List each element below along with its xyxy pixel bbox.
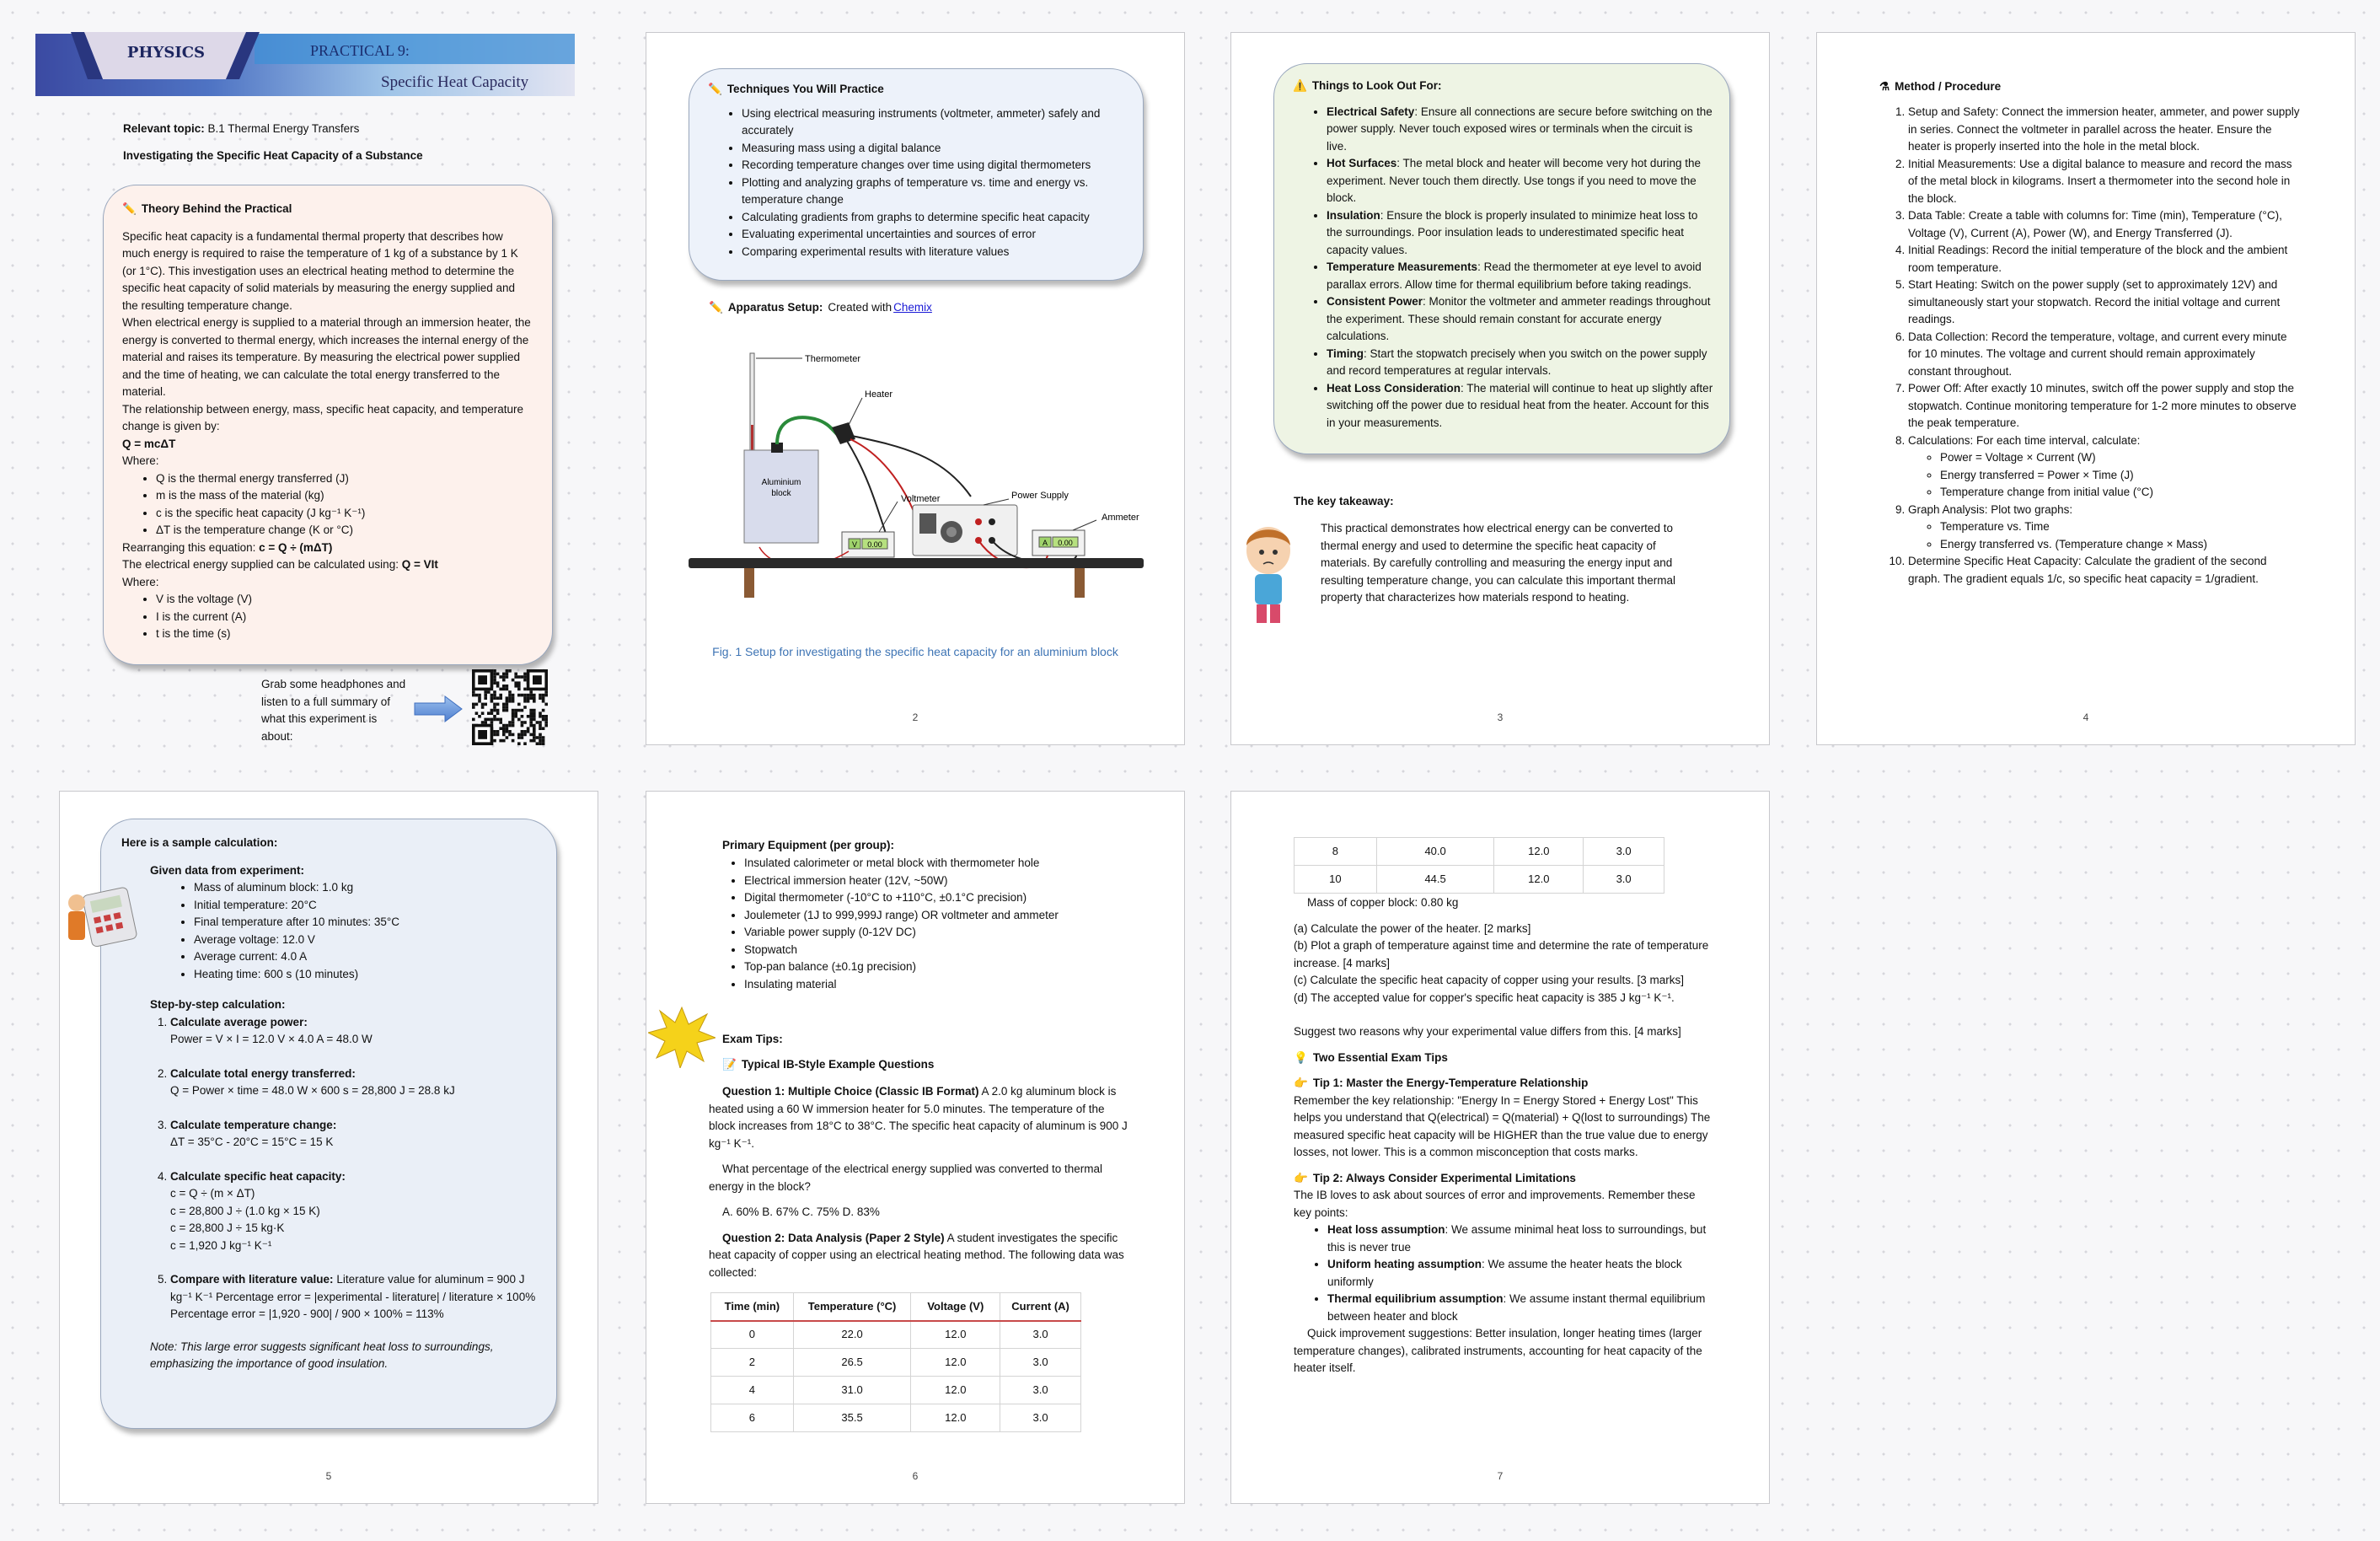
ammeter-label: Ammeter [1102,513,1139,523]
page-heading: Investigating the Specific Heat Capacity of a Substance [123,149,423,162]
tip-1-heading: 👉 Tip 1: Master the Energy-Temperature Relationship [1294,1075,1715,1093]
thermometer-label: Thermometer [805,354,861,364]
pencil-icon: ✏️ [122,202,137,215]
voltmeter-reading: 0.00 [867,540,882,549]
theory-paragraph-1: Specific heat capacity is a fundamental thermal property that describes how much energy is required to raise the temperature of 1 kg of a substance by 1 K (or 1°C). This investigation uses an electrical heating method to determine the specific heat capacity of solid materials by measuring the energy supplied and the resulting temperature change. [122,229,518,312]
method-step: 4. Initial Readings: Record the initial temperature of the block and the ambient room temperature. [1908,242,2301,277]
list-item: • Insulated calorimeter or metal block with thermometer hole [744,855,1144,873]
table-row: 4 31.0 12.0 3.0 [711,1377,1081,1404]
qr-code-icon[interactable] [472,669,556,745]
list-item: • I is the current (A) [156,609,533,626]
list-item: • Insulation: Ensure the block is properly insulated to minimize heat loss to the surroundings. Poor insulation leads to underestimated specific heat capacity values. [1327,207,1714,260]
block-label: Aluminium [761,478,801,487]
where-label: Where: [122,454,159,467]
step-title: Step-by-step calculation: [150,998,286,1011]
method-step: 1. Setup and Safety: Connect the immersion heater, ammeter, and power supply in series. Connect the voltmeter in parallel across the heater. Ensure the heater is properly inserted into the hole in the metal block. [1908,104,2301,156]
list-item: • Joulemeter (1J to 999,999J range) OR voltmeter and ammeter [744,907,1144,925]
limitations-list [1294,1222,1715,1325]
apparatus-heading: ✏️ Apparatus Setup: Created with Chemix [709,299,932,317]
method-step: 3. Data Table: Create a table with columns for: Time (min), Temperature (°C), Voltage (V), Current (A), Power (W), and Energy Transferred (J). [1908,207,2301,242]
thinking-boy-illustration [1238,520,1297,630]
pencil-icon: ✏️ [708,83,722,95]
list-item: • Digital thermometer (-10°C to +110°C, ±0.1°C precision) [744,889,1144,907]
voltmeter-label: Voltmeter [901,494,941,504]
memo-icon: 📝 [722,1058,737,1071]
svg-text:V: V [851,540,858,549]
table-row: 8 40.0 12.0 3.0 [1295,838,1664,866]
list-item: • Average voltage: 12.0 V [194,932,538,949]
techniques-card: ✏️ Techniques You Will Practice • Using electrical measuring instruments (voltmeter, ammeter) safely and accurately • Measuring mass using a digital balance • Recording temperature changes over time using digital thermometers • Plotting and analyzing graphs of temperature vs. time and energy vs. temperature change • Calculating gradients from graphs to determine specific heat capacity • Evaluating experimental uncertainties and sources of error • Comparing experimental results with literature values [689,68,1144,281]
table-row: 6 35.5 12.0 3.0 [711,1404,1081,1432]
list-item: • Uniform heating assumption: We assume the heater heats the block uniformly [1327,1256,1715,1291]
method-step: 7. Power Off: After exactly 10 minutes, switch off the power supply and stop the stopwatch. Continue monitoring temperature for 1-2 more minutes to observe the peak temperature. [1908,380,2301,432]
page-2 [646,32,1185,745]
sample-calc-card [100,819,557,1429]
svg-text:block: block [771,489,791,498]
starburst-icon [648,1006,716,1068]
method-substep: ◦ Temperature vs. Time [1940,518,2301,536]
list-item: • Measuring mass using a digital balance [742,140,1124,158]
list-item: • Average current: 4.0 A [194,948,538,966]
banner [35,32,575,99]
method-step: 10. Determine Specific Heat Capacity: Calculate the gradient of the second graph. The gradient equals 1/c, so specific heat capacity = 1/gradient. [1908,553,2301,588]
essential-tips-heading: 💡 Two Essential Exam Tips [1294,1050,1715,1067]
list-item: • c is the specific heat capacity (J kg⁻¹ K⁻¹) [156,505,533,523]
list-item: • Hot Surfaces: The metal block and heater will become very hot during the experiment. Never touch them directly. Use tongs if you need to move the block. [1327,155,1714,207]
svg-text:A: A [1042,539,1048,547]
list-item: • Heat Loss Consideration: The material will continue to heat up slightly after switching off the power due to residual heat from the heater. Account for this in your measurements. [1327,380,1714,432]
mass-line: Mass of copper block: 0.80 kg [1307,896,1459,909]
where-label: Where: [122,575,159,588]
page-number: 3 [1497,711,1504,723]
method-substep: ◦ Energy transferred vs. (Temperature change × Mass) [1940,536,2301,554]
pencil-icon: ✏️ [709,301,723,314]
page-1 [35,32,575,745]
list-item: • Evaluating experimental uncertainties and sources of error [742,226,1124,244]
subject-label: PHYSICS [126,44,206,62]
list-item: • Insulating material [744,976,1144,994]
exam-tips-title: Exam Tips: [722,1033,783,1045]
headphones-text: Grab some headphones and listen to a full summary of what this experiment is about: [261,678,406,743]
list-item: • Temperature Measurements: Read the thermometer at eye level to avoid parallax errors. Allow time for thermal equilibrium before taking readings. [1327,259,1714,293]
note-text: Note: This large error suggests significant heat loss to surroundings, emphasizing the importance of good insulation. [150,1340,494,1370]
question-parts: Mass of copper block: 0.80 kg (a) Calculate the power of the heater. [2 marks] (b) Plot a graph of temperature against time and determine the rate of temperature increase. [4 marks] (c) Calculate the specific heat capacity of copper using your results. [3 marks] (d) The accepted value for copper's specific heat capacity is 385 J kg⁻¹ K⁻¹. Suggest two reasons why your experimental value differs from this. [4 marks] 💡 Two Essential Exam Tips 👉 Tip 1: Master the Energy-Temperature Relationship Remember the key relationship: "Energy In = Energy Stored + Energy Lost" This helps you understand that Q(electrical) = Q(material) + Q(lost to surroundings) The measured specific heat capacity will be HIGHER than the true value due to energy losses, not lower. This is a common misconception that costs marks. 👉 Tip 2: Always Consider Experimental Limitations The IB loves to ask about sources of error and improvements. Remember these key points: • Heat loss assumption: We assume minimal heat loss to surroundings, but this is never true • Uniform heating assumption: We assume the heater heats the block uniformly • Thermal equilibrium assumption: We assume instant thermal equilibrium between heater and block Quick improvement suggestions: Better insulation, longer heating times (larger temperature changes), calibrated instruments, accounting for heat capacity of the heater itself. [1294,894,1715,1377]
page-6 [646,791,1185,1504]
steps-list [121,1014,538,1324]
list-item: 3. Calculate temperature change: ΔT = 35°C - 20°C = 15°C = 15 K [170,1117,538,1168]
practical-title: Specific Heat Capacity [381,73,529,91]
sample-calc-title: Here is a sample calculation: [121,836,278,849]
quick-suggestions: Quick improvement suggestions: Better insulation, longer heating times (larger temperature changes), calibrated instruments, accounting for heat capacity of the heater itself. [1294,1327,1702,1374]
page-number: 2 [912,711,919,723]
method-heading: ⚗ Method / Procedure [1879,78,2001,96]
list-item: • m is the mass of the material (kg) [156,487,533,505]
method-step: 5. Start Heating: Switch on the power supply (set to approximately 12V) and simultaneously start your stopwatch. Record the initial voltage and current readings. [1908,277,2301,329]
table-row: 2 26.5 12.0 3.0 [711,1349,1081,1377]
page-number: 7 [1497,1469,1504,1482]
method-substep: ◦ Energy transferred = Power × Time (J) [1940,467,2301,485]
page-number: 5 [325,1469,332,1482]
theory-card: ✏️ Theory Behind the Practical Specific heat capacity is a fundamental thermal property that describes how much energy is required to raise the temperature of 1 kg of a substance by 1 K (or 1°C). This investigation uses an electrical heating method to determine the specific heat capacity of solid materials by measuring the energy supplied and the resulting temperature change. When electrical energy is supplied to a material through an immersion heater, the energy is converted to thermal energy, which increases the internal energy of the material and raises its temperature. By measuring the electrical power supplied and the time of heating, we can calculate the total energy transferred to the material. The relationship between energy, mass, specific heat capacity, and temperature change is given by: Q = mcΔT Where: • Q is the thermal energy transferred (J) • m is the mass of the material (kg) • c is the specific heat capacity (J kg⁻¹ K⁻¹) • ΔT is the temperature change (K or °C) Rearranging this equation: c = Q ÷ (mΔT) The electrical energy supplied can be calculated using: Q = VIt Where: • V is the voltage (V) • I is the current (A) • t is the time (s) [103,185,553,665]
list-item: • Comparing experimental results with literature values [742,244,1124,261]
warning-icon: ⚠️ [1293,79,1307,92]
tip-2-text: The IB loves to ask about sources of error and improvements. Remember these key points: [1294,1189,1696,1219]
list-item: • Final temperature after 10 minutes: 35°C [194,914,538,932]
method-step: 8. Calculations: For each time interval, calculate: ◦ Power = Voltage × Current (W) ◦ Energy transferred = Power × Time (J) ◦ Temperature change from initial value (°C) [1908,432,2301,502]
practical-label: PRACTICAL 9: [310,42,410,59]
list-item: • Consistent Power: Monitor the voltmeter and ammeter readings throughout the experiment. These should remain constant for accurate energy calculations. [1327,293,1714,346]
page-3 [1230,32,1770,745]
theory-paragraph-3: The relationship between energy, mass, specific heat capacity, and temperature change is given by: [122,402,524,432]
list-item: • Heat loss assumption: We assume minimal heat loss to surroundings, but this is never true [1327,1222,1715,1256]
list-item: • Using electrical measuring instruments (voltmeter, ammeter) safely and accurately [742,105,1124,140]
list-item: • Electrical immersion heater (12V, ~50W) [744,873,1144,890]
chemix-link[interactable]: Chemix [893,301,932,314]
list-item: • Recording temperature changes over time using digital thermometers [742,157,1124,175]
ammeter-reading: 0.00 [1058,539,1073,547]
given-title: Given data from experiment: [150,863,305,877]
flask-icon: ⚗ [1879,80,1890,93]
power-supply-label: Power Supply [1011,491,1069,501]
tip-2-heading: 👉 Tip 2: Always Consider Experimental Limitations [1294,1170,1715,1188]
theory-paragraph-2: When electrical energy is supplied to a material through an immersion heater, the energy is converted to thermal energy, which increases the internal energy of the material and raises its temperature. By measuring the electrical power supplied and the time of heating, we can calculate the total energy transferred to the material. [122,316,531,398]
answer-options: A. 60% B. 67% C. 75% D. 83% [722,1205,880,1218]
list-item: • Electrical Safety: Ensure all connections are secure before switching on the power supply. Never touch exposed wires or terminals when the circuit is live. [1327,104,1714,156]
rearrange-line: Rearranging this equation: c = Q ÷ (mΔT) [122,540,333,554]
list-item: • Mass of aluminum block: 1.0 kg [194,879,538,897]
list-item: • Thermal equilibrium assumption: We assume instant thermal equilibrium between heater and block [1327,1291,1715,1325]
list-item: • Q is the thermal energy transferred (J) [156,470,533,488]
list-item: • Top-pan balance (±0.1g precision) [744,958,1144,976]
typical-questions-heading: 📝 Typical IB-Style Example Questions [722,1056,934,1074]
list-item: • Initial temperature: 20°C [194,897,538,915]
table-row: 10 44.5 12.0 3.0 [1295,866,1664,894]
look-out-card: ⚠️ Things to Look Out For: • Electrical Safety: Ensure all connections are secure before switching on the power supply. Never touch exposed wires or terminals when the circuit is live. • Hot Surfaces: The metal block and heater will become very hot during the experiment. Never touch them directly. Use tongs if you need to move the block. • Insulation: Ensure the block is properly insulated to minimize heat loss to the surroundings. Poor insulation leads to underestimated specific heat capacity values. • Temperature Measurements: Read the thermometer at eye level to avoid parallax errors. Allow time for thermal equilibrium before taking readings. • Consistent Power: Monitor the voltmeter and ammeter readings throughout the experiment. These should remain constant for accurate energy calculations. • Timing: Start the stopwatch precisely when you switch on the power supply and record temperatures at regular intervals. • Heat Loss Consideration: The material will continue to heat up slightly after switching off the power due to residual heat from the heater. Account for this in your measurements. [1273,63,1730,454]
list-item: • Calculating gradients from graphs to determine specific heat capacity [742,209,1124,227]
list-item: • V is the voltage (V) [156,591,533,609]
method-step: 9. Graph Analysis: Plot two graphs: ◦ Temperature vs. Time ◦ Energy transferred vs. (Temperature change × Mass) [1908,502,2301,554]
list-item: • Plotting and analyzing graphs of temperature vs. time and energy vs. temperature change [742,175,1124,209]
list-item: • t is the time (s) [156,626,533,643]
method-step: 6. Data Collection: Record the temperature, voltage, and current every minute for 10 minutes. The voltage and current should remain approximately constant throughout. [1908,329,2301,381]
key-takeaway-title: The key takeaway: [1294,495,1394,507]
data-table-continued [1294,837,1664,894]
list-item: • ΔT is the temperature change (K or °C) [156,522,533,540]
method-substep: ◦ Power = Voltage × Current (W) [1940,449,2301,467]
heater-label: Heater [865,389,893,400]
page-5 [59,791,598,1504]
key-takeaway-text: This practical demonstrates how electrical energy can be converted to thermal energy and used to determine the specific heat capacity of materials. By carefully controlling and measuring the energy input and resulting temperature change, you can calculate this important thermal property that characterizes how materials respond to heating. [1321,522,1675,604]
look-out-list [1293,104,1714,432]
list-item: 1. Calculate average power: Power = V × I = 12.0 V × 4.0 A = 48.0 W [170,1014,538,1066]
page-7 [1230,791,1770,1504]
page-number: 6 [912,1469,919,1482]
list-item: • Timing: Start the stopwatch precisely when you switch on the power supply and record temperatures at regular intervals. [1327,346,1714,380]
list-item: 5. Compare with literature value: Literature value for aluminum = 900 J kg⁻¹ K⁻¹ Percentage error = |experimental - literature| / literature × 100% Percentage error = |1,920 - 900| / 900 × 100% = 113% [170,1271,538,1324]
method-step: 2. Initial Measurements: Use a digital balance to measure and record the mass of the metal block in kilograms. Insert a thermometer into the second hole in the block. [1908,156,2301,208]
equation-q-mct: Q = mcΔT [122,437,176,450]
list-item: • Stopwatch [744,942,1144,959]
figure-caption: Fig. 1 Setup for investigating the specific heat capacity for an aluminium block [712,645,1118,658]
table-row: 0 22.0 12.0 3.0 [711,1321,1081,1349]
method-list [1879,104,2301,588]
list-item: 2. Calculate total energy transferred: Q = Power × time = 48.0 W × 600 s = 28,800 J = 28.8 kJ [170,1066,538,1117]
pointing-hand-icon: 👉 [1294,1171,1308,1184]
list-item: 4. Calculate specific heat capacity: c = Q ÷ (m × ΔT) c = 28,800 J ÷ (1.0 kg × 15 K) c = 28,800 J ÷ 15 kg·K c = 1,920 J kg⁻¹ K⁻¹ [170,1168,538,1272]
list-item: • Heating time: 600 s (10 minutes) [194,966,538,984]
equipment-list [722,855,1144,993]
apparatus-diagram [689,345,1161,598]
pointing-hand-icon: 👉 [1294,1077,1308,1089]
list-item: • Variable power supply (0-12V DC) [744,924,1144,942]
calculator-person-illustration [62,879,137,955]
equipment-title: Primary Equipment (per group): [722,839,895,851]
tip-1-text: Remember the key relationship: "Energy In = Energy Stored + Energy Lost" This helps you understand that Q(electrical) = Q(material) + Q(lost to surroundings) The measured specific heat capacity will be HIGHER than the true value due to energy losses, not lower. This is a common misconception that costs marks. [1294,1093,1711,1158]
page-4 [1816,32,2356,745]
arrow-right-icon [413,695,464,723]
page-number: 4 [2082,711,2089,723]
questions-block: Question 1: Multiple Choice (Classic IB Format) A 2.0 kg aluminum block is heated using a 60 W immersion heater for 5.0 minutes. The temperature of the block increases from 18°C to 38°C. The specific heat capacity of aluminum is 900 J kg⁻¹ K⁻¹. What percentage of the electrical energy supplied was converted to thermal energy in the block? A. 60% B. 67% C. 75% D. 83% Question 2: Data Analysis (Paper 2 Style) A student investigates the specific heat capacity of copper using an electrical heating method. The following data was collected: [709,1083,1130,1281]
lightbulb-icon: 💡 [1294,1050,1308,1064]
method-substep: ◦ Temperature change from initial value (°C) [1940,484,2301,502]
electrical-line: The electrical energy supplied can be calculated using: Q = VIt [122,558,438,571]
topic-line: Relevant topic: B.1 Thermal Energy Transfers [123,122,360,135]
data-table: Time (min) Temperature (°C) Voltage (V) Current (A) 0 22.0 12.0 3.0 2 26.5 12.0 3.0 4 31.0 12.0 3.0 6 35.5 12.0 3.0 [710,1292,1081,1432]
